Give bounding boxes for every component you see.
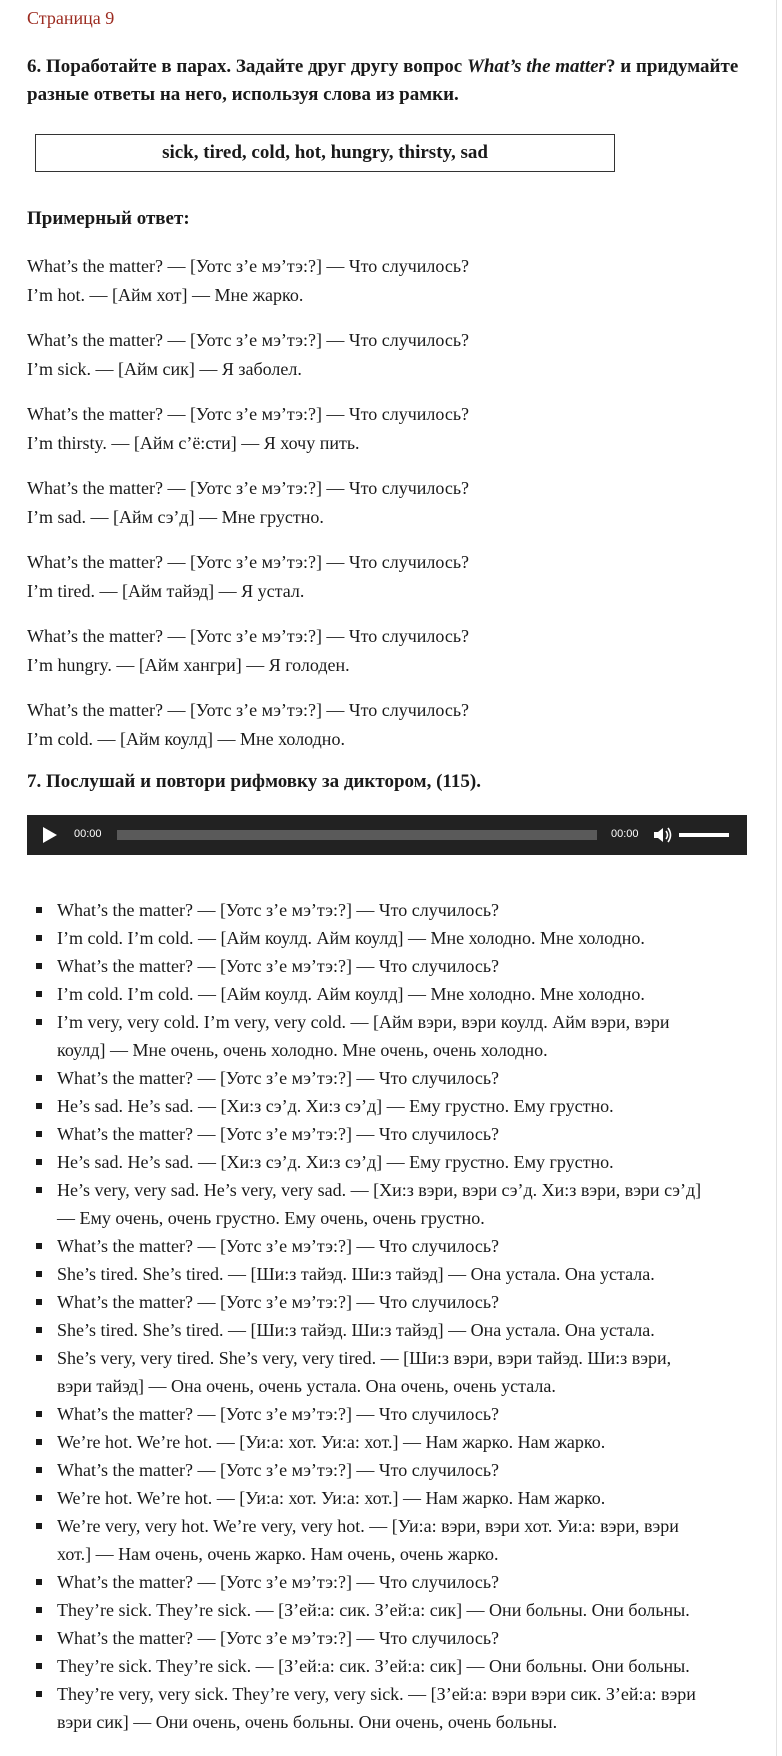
dialog-answer: I’m hungry. — [Айм хангри] — Я голоден. xyxy=(27,655,350,675)
play-icon[interactable] xyxy=(43,827,57,843)
rhyme-line: What’s the matter? — [Уотс з’е мэ’тэ:?] — Что случилось? xyxy=(57,1460,500,1480)
volume-slider[interactable] xyxy=(679,833,729,837)
rhyme-line: She’s tired. She’s tired. — [Ши:з тайэд. Ши:з тайэд] — Она устала. Она устала. xyxy=(57,1320,655,1340)
rhyme-item xyxy=(27,1092,747,1120)
bullet-icon xyxy=(36,1327,42,1333)
rhyme-line: He’s sad. He’s sad. — [Хи:з сэ’д. Хи:з сэ’д] — Ему грустно. Ему грустно. xyxy=(57,1152,614,1172)
speaker-icon[interactable] xyxy=(653,826,673,844)
bullet-icon xyxy=(36,1411,42,1417)
task-6-title xyxy=(27,53,747,109)
rhyme-line: What’s the matter? — [Уотс з’е мэ’тэ:?] — Что случилось? xyxy=(57,1236,500,1256)
rhyme-line: I’m cold. I’m cold. — [Айм коулд. Айм коулд] — Мне холодно. Мне холодно. xyxy=(57,928,645,948)
rhyme-line: What’s the matter? — [Уотс з’е мэ’тэ:?] — Что случилось? xyxy=(57,1572,500,1592)
task-6-text-before: Поработайте в парах. Задайте друг другу вопрос xyxy=(41,56,467,77)
bullet-icon xyxy=(36,991,42,997)
rhyme-item xyxy=(27,896,747,924)
rhyme-line: What’s the matter? — [Уотс з’е мэ’тэ:?] — Что случилось? xyxy=(57,1628,500,1648)
dialog xyxy=(27,400,469,458)
bullet-icon xyxy=(36,1663,42,1669)
bullet-icon xyxy=(36,1635,42,1641)
dialog-question: What’s the matter? — [Уотс з’е мэ’тэ:?] — Что случилось? xyxy=(27,478,470,498)
rhyme-item xyxy=(27,1120,747,1148)
dialog-answer: I’m hot. — [Айм хот] — Мне жарко. xyxy=(27,285,304,305)
rhyme-item xyxy=(27,1232,747,1260)
bullet-icon xyxy=(36,935,42,941)
rhyme-item xyxy=(27,1008,747,1064)
bullet-icon xyxy=(36,1439,42,1445)
rhyme-line: He’s sad. He’s sad. — [Хи:з сэ’д. Хи:з сэ’д] — Ему грустно. Ему грустно. xyxy=(57,1096,614,1116)
rhyme-item xyxy=(27,1624,747,1652)
bullet-icon xyxy=(36,1691,42,1697)
rhyme-line: We’re very, very hot. We’re very, very hot. — [Уи:а: вэри, вэри хот. Уи:а: вэри, вэри xyxy=(57,1516,679,1536)
dialog xyxy=(27,548,469,606)
rhyme-line: We’re hot. We’re hot. — [Уи:а: хот. Уи:а: хот.] — Нам жарко. Нам жарко. xyxy=(57,1432,606,1452)
rhyme-item xyxy=(27,1176,747,1232)
rhyme-item xyxy=(27,1456,747,1484)
dialog xyxy=(27,326,469,384)
rhyme-item xyxy=(27,1260,747,1288)
rhyme-line: — Ему очень, очень грустно. Ему очень, очень грустно. xyxy=(57,1208,485,1228)
rhyme-item xyxy=(27,1680,747,1736)
bullet-icon xyxy=(36,1495,42,1501)
dialog-question: What’s the matter? — [Уотс з’е мэ’тэ:?] — Что случилось? xyxy=(27,256,470,276)
rhyme-line: What’s the matter? — [Уотс з’е мэ’тэ:?] — Что случилось? xyxy=(57,1404,500,1424)
dialog-answer: I’m sad. — [Айм сэ’д] — Мне грустно. xyxy=(27,507,324,527)
sample-answer-title: Примерный ответ: xyxy=(27,208,190,229)
dialog xyxy=(27,622,469,680)
rhyme-item xyxy=(27,1316,747,1344)
dialog-question: What’s the matter? — [Уотс з’е мэ’тэ:?] — Что случилось? xyxy=(27,552,470,572)
dialog xyxy=(27,252,469,310)
rhyme-item xyxy=(27,1400,747,1428)
rhyme-item xyxy=(27,1064,747,1092)
bullet-icon xyxy=(36,907,42,913)
rhyme-item xyxy=(27,1568,747,1596)
rhyme-line: вэри сик] — Они очень, очень больны. Они очень, очень больны. xyxy=(57,1712,558,1732)
task-6-number: 6. xyxy=(27,56,42,77)
rhyme-item xyxy=(27,1652,747,1680)
bullet-icon xyxy=(36,1187,42,1193)
rhyme-item xyxy=(27,952,747,980)
task-7-title: 7. Послушай и повтори рифмовку за диктором, (115). xyxy=(27,771,481,792)
word-box: sick, tired, cold, hot, hungry, thirsty, sad xyxy=(35,134,615,172)
audio-player xyxy=(27,815,747,855)
bullet-icon xyxy=(36,1607,42,1613)
rhyme-line: What’s the matter? — [Уотс з’е мэ’тэ:?] — Что случилось? xyxy=(57,956,500,976)
bullet-icon xyxy=(36,1467,42,1473)
duration: 00:00 xyxy=(611,828,639,840)
rhyme-line: They’re very, very sick. They’re very, very sick. — [З’ей:а: вэри вэри сик. З’ей:а: вэри xyxy=(57,1684,696,1704)
page-edge-divider xyxy=(776,0,777,1756)
rhyme-item xyxy=(27,924,747,952)
rhyme-item xyxy=(27,1288,747,1316)
progress-track[interactable] xyxy=(117,830,597,840)
rhyme-item xyxy=(27,1344,747,1400)
dialog-question: What’s the matter? — [Уотс з’е мэ’тэ:?] — Что случилось? xyxy=(27,626,470,646)
rhyme-item xyxy=(27,1148,747,1176)
rhyme-item xyxy=(27,1484,747,1512)
rhyme-line: I’m very, very cold. I’m very, very cold. — [Айм вэри, вэри коулд. Айм вэри, вэри xyxy=(57,1012,670,1032)
rhyme-line: They’re sick. They’re sick. — [З’ей:а: сик. З’ей:а: сик] — Они больны. Они больны. xyxy=(57,1656,690,1676)
rhyme-line: They’re sick. They’re sick. — [З’ей:а: сик. З’ей:а: сик] — Они больны. Они больны. xyxy=(57,1600,690,1620)
task-6-question: What’s the matter xyxy=(466,56,606,77)
bullet-icon xyxy=(36,1579,42,1585)
rhyme-line: What’s the matter? — [Уотс з’е мэ’тэ:?] — Что случилось? xyxy=(57,900,500,920)
bullet-icon xyxy=(36,1019,42,1025)
dialog-answer: I’m thirsty. — [Айм с’ё:сти] — Я хочу пить. xyxy=(27,433,360,453)
page-label: Страница 9 xyxy=(27,8,115,28)
dialog-question: What’s the matter? — [Уотс з’е мэ’тэ:?] — Что случилось? xyxy=(27,330,470,350)
dialog-question: What’s the matter? — [Уотс з’е мэ’тэ:?] — Что случилось? xyxy=(27,700,470,720)
rhyme-line: She’s very, very tired. She’s very, very tired. — [Ши:з вэри, вэри тайэд. Ши:з вэри, xyxy=(57,1348,672,1368)
dialog-answer: I’m tired. — [Айм тайэд] — Я устал. xyxy=(27,581,305,601)
bullet-icon xyxy=(36,1355,42,1361)
rhyme-line: We’re hot. We’re hot. — [Уи:а: хот. Уи:а: хот.] — Нам жарко. Нам жарко. xyxy=(57,1488,606,1508)
bullet-icon xyxy=(36,963,42,969)
dialog xyxy=(27,696,469,754)
rhyme-line: What’s the matter? — [Уотс з’е мэ’тэ:?] — Что случилось? xyxy=(57,1068,500,1088)
current-time: 00:00 xyxy=(74,828,102,840)
rhyme-line: I’m cold. I’m cold. — [Айм коулд. Айм коулд] — Мне холодно. Мне холодно. xyxy=(57,984,645,1004)
dialog-question: What’s the matter? — [Уотс з’е мэ’тэ:?] — Что случилось? xyxy=(27,404,470,424)
bullet-icon xyxy=(36,1103,42,1109)
bullet-icon xyxy=(36,1523,42,1529)
rhyme-list xyxy=(27,896,747,1736)
bullet-icon xyxy=(36,1299,42,1305)
dialog xyxy=(27,474,469,532)
rhyme-item xyxy=(27,980,747,1008)
rhyme-line: What’s the matter? — [Уотс з’е мэ’тэ:?] — Что случилось? xyxy=(57,1292,500,1312)
bullet-icon xyxy=(36,1271,42,1277)
task-6-text-after: ? и придумайте разные ответы на него, используя слова из рамки. xyxy=(27,56,739,105)
rhyme-line: What’s the matter? — [Уотс з’е мэ’тэ:?] — Что случилось? xyxy=(57,1124,500,1144)
dialog-answer: I’m sick. — [Айм сик] — Я заболел. xyxy=(27,359,302,379)
rhyme-line: хот.] — Нам очень, очень жарко. Нам очень, очень жарко. xyxy=(57,1544,499,1564)
rhyme-line: She’s tired. She’s tired. — [Ши:з тайэд. Ши:з тайэд] — Она устала. Она устала. xyxy=(57,1264,655,1284)
rhyme-item xyxy=(27,1596,747,1624)
rhyme-line: He’s very, very sad. He’s very, very sad. — [Хи:з вэри, вэри сэ’д. Хи:з вэри, вэри сэ’д] xyxy=(57,1180,702,1200)
rhyme-line: коулд] — Мне очень, очень холодно. Мне очень, очень холодно. xyxy=(57,1040,548,1060)
bullet-icon xyxy=(36,1243,42,1249)
bullet-icon xyxy=(36,1159,42,1165)
dialog-answer: I’m cold. — [Айм коулд] — Мне холодно. xyxy=(27,729,345,749)
bullet-icon xyxy=(36,1075,42,1081)
bullet-icon xyxy=(36,1131,42,1137)
rhyme-item xyxy=(27,1512,747,1568)
rhyme-item xyxy=(27,1428,747,1456)
rhyme-line: вэри тайэд] — Она очень, очень устала. Она очень, очень устала. xyxy=(57,1376,556,1396)
